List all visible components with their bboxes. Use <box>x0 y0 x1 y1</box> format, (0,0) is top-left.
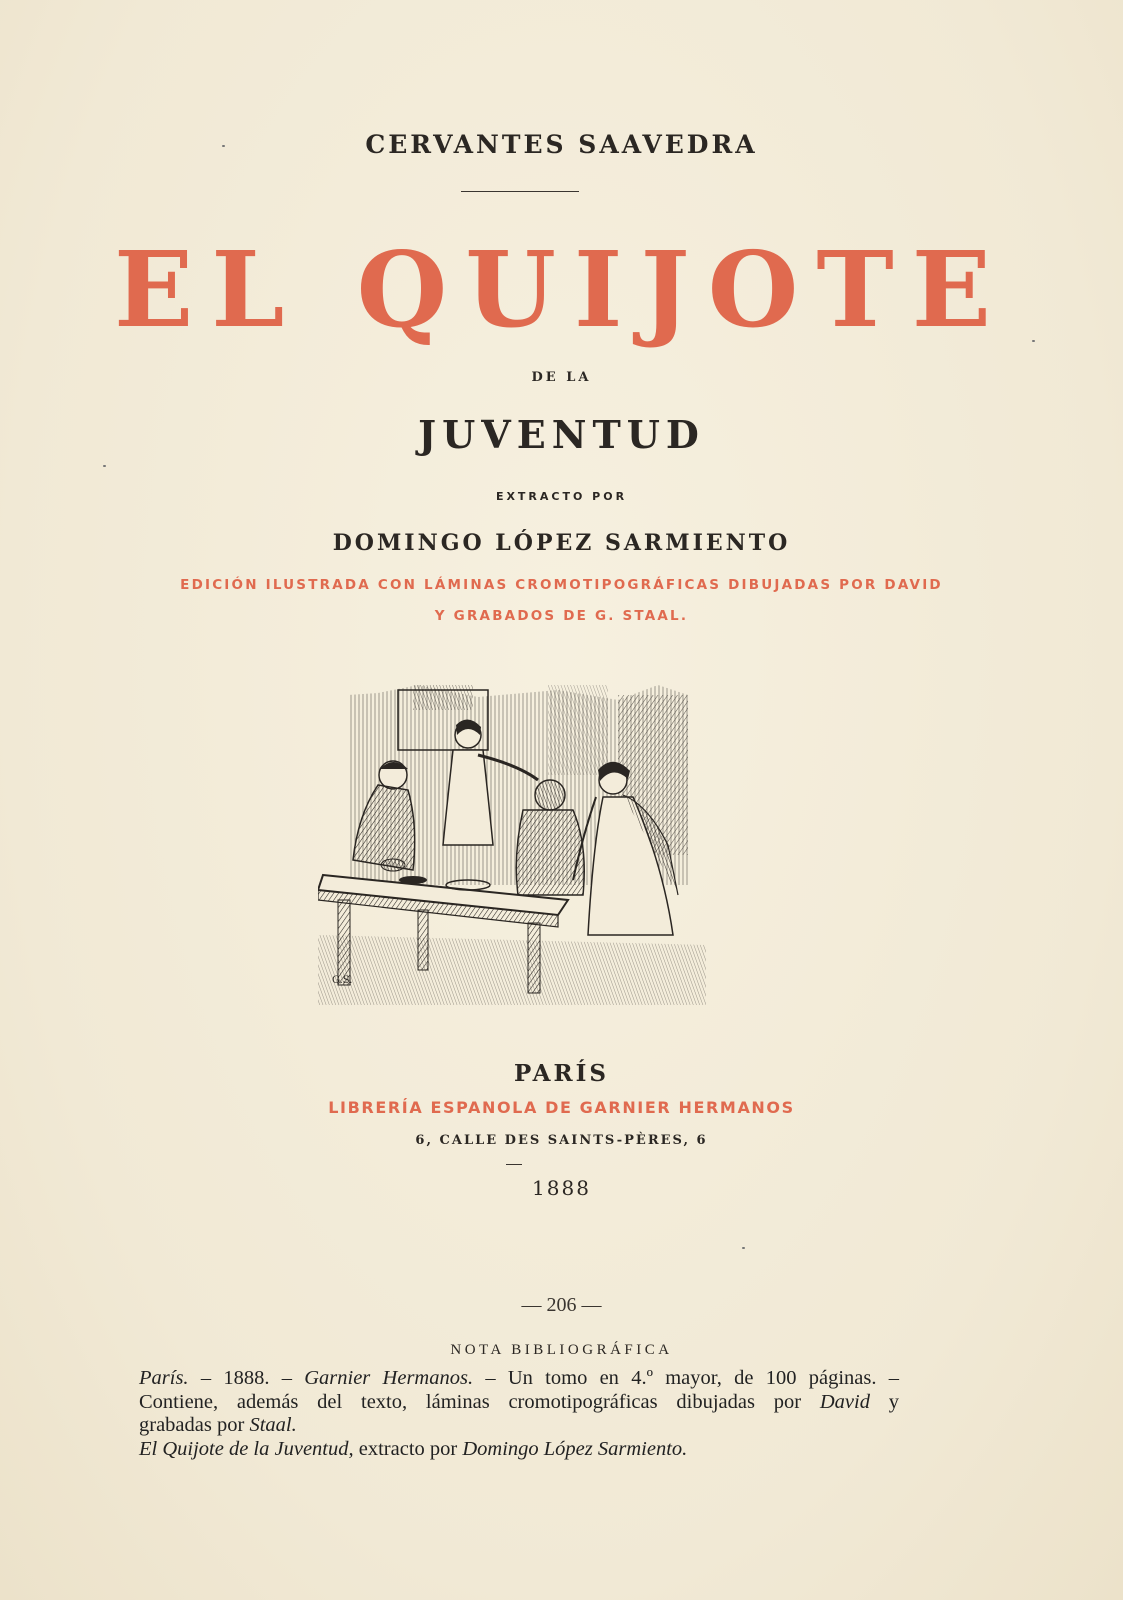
author-name: CERVANTES SAAVEDRA <box>365 130 758 159</box>
title-connector: DE LA <box>531 370 592 385</box>
publisher-address: 6, CALLE DES SAINTS-PÈRES, 6 <box>415 1133 708 1148</box>
engraving-illustration <box>318 685 706 1005</box>
editor-name: DOMINGO LÓPEZ SARMIENTO <box>332 530 791 556</box>
note-line-4: El Quijote de la Juventud, extracto por Domingo López Sarmiento. <box>139 1437 688 1460</box>
note-line-3: grabadas por Staal. <box>139 1414 297 1436</box>
book-subtitle: JUVENTUD <box>418 412 705 457</box>
book-title: EL QUIJOTE <box>114 228 1009 351</box>
publication-city: PARÍS <box>514 1060 609 1087</box>
publisher-name: LIBRERÍA ESPANOLA DE GARNIER HERMANOS <box>328 1098 795 1117</box>
edition-note-line1: EDICIÓN ILUSTRADA CON LÁMINAS CROMOTIPOGRÁFICAS DIBUJADAS POR DAVID <box>180 577 943 593</box>
paper-speck <box>103 465 106 467</box>
paper-speck <box>742 1247 745 1249</box>
year-rule <box>506 1164 522 1165</box>
svg-text:G.S.: G.S. <box>332 975 353 986</box>
nota-heading: NOTA BIBLIOGRÁFICA <box>450 1342 673 1358</box>
paper-speck <box>1032 340 1035 342</box>
page-number: — 206 — <box>521 1294 602 1316</box>
edition-note-line2: Y GRABADOS DE G. STAAL. <box>434 608 689 624</box>
extracto-por-label: EXTRACTO POR <box>495 490 628 503</box>
note-line-1: París. – 1888. – Garnier Hermanos. – Un tomo en 4.º mayor, de 100 páginas. – <box>139 1367 900 1389</box>
paper-speck <box>222 145 225 147</box>
author-rule <box>461 191 579 192</box>
publication-year: 1888 <box>532 1176 591 1200</box>
note-line-2: Contiene, además del texto, láminas cromotipográficas dibujadas por David y <box>139 1390 900 1413</box>
bibliographic-note <box>139 1367 899 1461</box>
